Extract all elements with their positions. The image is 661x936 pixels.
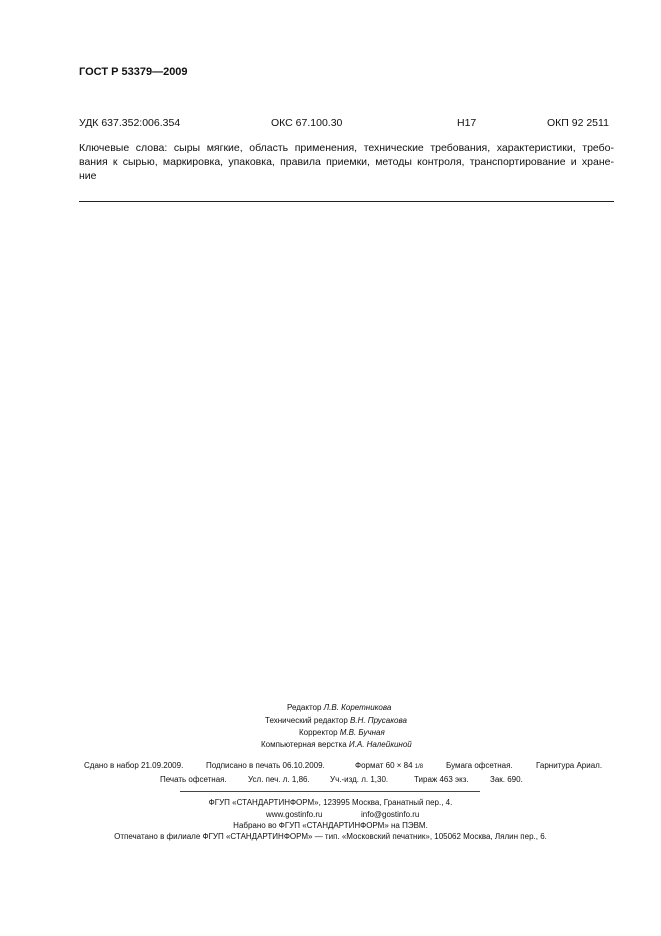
- imprint-format-text: Формат 60 × 84: [355, 761, 413, 770]
- publisher-typeset: Набрано во ФГУП «СТАНДАРТИНФОРМ» на ПЭВМ.: [233, 821, 428, 830]
- keywords-line: ние: [79, 170, 97, 182]
- keywords-line: вания к сырью, маркировка, упаковка, правила приемки, методы контроля, транспортирование и хране-: [79, 156, 614, 168]
- imprint-font: Гарнитура Ариал.: [536, 761, 603, 770]
- credit-name: Л.В. Коретникова: [323, 703, 392, 712]
- credit-name: М.В. Бучная: [339, 728, 385, 737]
- credit-label: Технический редактор: [265, 716, 348, 725]
- imprint-print-type: Печать офсетная.: [160, 775, 227, 784]
- imprint-signed-date: Подписано в печать 06.10.2009.: [206, 761, 325, 770]
- imprint-paper: Бумага офсетная.: [446, 761, 513, 770]
- credit-layout: [261, 740, 561, 749]
- credit-label: Корректор: [299, 728, 338, 737]
- imprint-format-fraction: 1/8: [414, 764, 424, 770]
- imprint-print-sheets: Усл. печ. л. 1,86.: [248, 775, 310, 784]
- credit-label: Редактор: [287, 703, 322, 712]
- group-code: Н17: [457, 117, 477, 129]
- credit-name: В.Н. Прусакова: [350, 716, 407, 725]
- credit-name: И.А. Налейкиной: [348, 740, 412, 749]
- keywords-paragraph: [79, 141, 614, 183]
- keywords-line: Ключевые слова: сыры мягкие, область применения, технические требования, характеристики, требо-: [79, 142, 614, 154]
- divider-line: [180, 791, 480, 792]
- publisher-email: info@gostinfo.ru: [361, 810, 420, 819]
- udc-code: УДК 637.352:006.354: [79, 117, 181, 129]
- credit-label: Компьютерная верстка: [261, 740, 347, 749]
- imprint-format: [355, 761, 423, 770]
- credit-tech-editor: [265, 716, 565, 725]
- credit-corrector: [299, 728, 599, 737]
- publisher-address: ФГУП «СТАНДАРТИНФОРМ», 123995 Москва, Гранатный пер., 4.: [208, 798, 453, 807]
- imprint-order: Зак. 690.: [490, 775, 523, 784]
- divider-line: [79, 201, 614, 202]
- imprint-circulation: Тираж 463 экз.: [414, 775, 469, 784]
- publisher-website: www.gostinfo.ru: [266, 810, 323, 819]
- publisher-printed: Отпечатано в филиале ФГУП «СТАНДАРТИНФОРМ» — тип. «Московский печатник», 105062 Москва, Лялин пер., 6.: [114, 832, 547, 841]
- imprint-set-date: Сдано в набор 21.09.2009.: [84, 761, 184, 770]
- standard-number: ГОСТ Р 53379—2009: [79, 66, 188, 78]
- credit-editor: [287, 703, 587, 712]
- okp-code: ОКП 92 2511: [547, 117, 609, 129]
- oks-code: ОКС 67.100.30: [271, 117, 343, 129]
- imprint-pub-sheets: Уч.-изд. л. 1,30.: [330, 775, 389, 784]
